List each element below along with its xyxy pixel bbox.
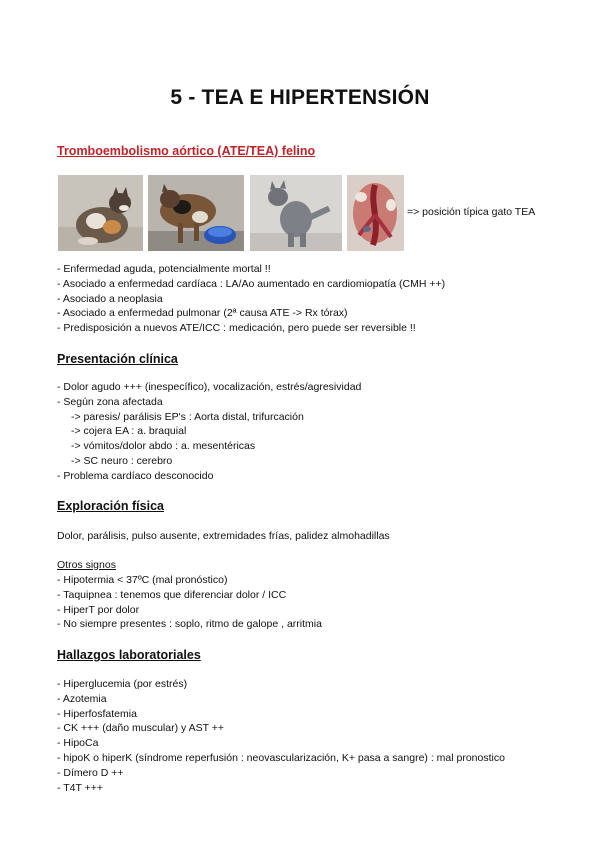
section-heading-hallazgos: Hallazgos laboratoriales	[57, 648, 201, 662]
list-item: - Dímero D ++	[57, 766, 124, 779]
list-subitem: -> SC neuro : cerebro	[71, 454, 173, 467]
cat-photo-3	[250, 175, 342, 251]
section-heading-tea: Tromboembolismo aórtico (ATE/TEA) felino	[57, 144, 316, 158]
list-subitem: -> vómitos/dolor abdo : a. mesentéricas	[71, 440, 256, 453]
list-item: - Asociado a enfermedad cardíaca : LA/Ao aumentado en cardiomiopatía (CMH ++)	[57, 277, 446, 290]
list-item: - Azotemia	[57, 692, 107, 705]
necropsy-photo	[347, 175, 404, 251]
otros-signos-subheading: Otros signos	[57, 559, 116, 571]
list-item: - Según zona afectada	[57, 395, 163, 408]
list-item: - Hiperfosfatemia	[57, 707, 137, 720]
cat-photo-2	[148, 175, 244, 251]
list-item: - HipoCa	[57, 737, 99, 750]
cat-photo-1	[58, 175, 143, 251]
list-item: - Predisposición a nuevos ATE/ICC : medicación, pero puede ser reversible !!	[57, 322, 416, 335]
photo-caption: => posición típica gato TEA	[407, 206, 536, 218]
list-item: - HiperT por dolor	[57, 603, 140, 616]
section-heading-exploracion: Exploración física	[57, 499, 164, 513]
list-item: - No siempre presentes : soplo, ritmo de galope , arritmia	[57, 618, 322, 631]
tea-list	[57, 262, 445, 336]
list-item: - Hiperglucemia (por estrés)	[57, 678, 188, 690]
presentacion-list	[57, 380, 361, 484]
list-item: - T4T +++	[57, 781, 104, 794]
list-item: - hipoK o hiperK (síndrome reperfusión : neovascularización, K+ pasa a sangre) : mal pronostico	[57, 751, 505, 764]
section-heading-presentacion: Presentación clínica	[57, 352, 178, 366]
page-title: 5 - TEA E HIPERTENSIÓN	[170, 86, 430, 110]
list-item: - Enfermedad aguda, potencialmente mortal !!	[57, 263, 271, 275]
list-item: - Dolor agudo +++ (inespecífico), vocalización, estrés/agresividad	[57, 381, 362, 393]
list-item: - Asociado a neoplasia	[57, 292, 163, 305]
list-item: - CK +++ (daño muscular) y AST ++	[57, 722, 225, 735]
otros-signos-list	[57, 573, 322, 632]
list-subitem: -> paresis/ parálisis EP's : Aorta distal, trifurcación	[71, 410, 304, 423]
list-item: - Taquipnea : tenemos que diferenciar dolor / ICC	[57, 588, 287, 601]
list-item: - Problema cardíaco desconocido	[57, 469, 214, 482]
hallazgos-list	[57, 677, 505, 795]
exploracion-paragraph: Dolor, parálisis, pulso ausente, extremidades frías, palidez almohadillas	[57, 530, 390, 542]
list-subitem: -> cojera EA : a. braquial	[71, 425, 187, 438]
list-item: - Asociado a enfermedad pulmonar (2ª causa ATE -> Rx tórax)	[57, 307, 348, 320]
list-item: - Hipotermia < 37ºC (mal pronóstico)	[57, 574, 228, 586]
